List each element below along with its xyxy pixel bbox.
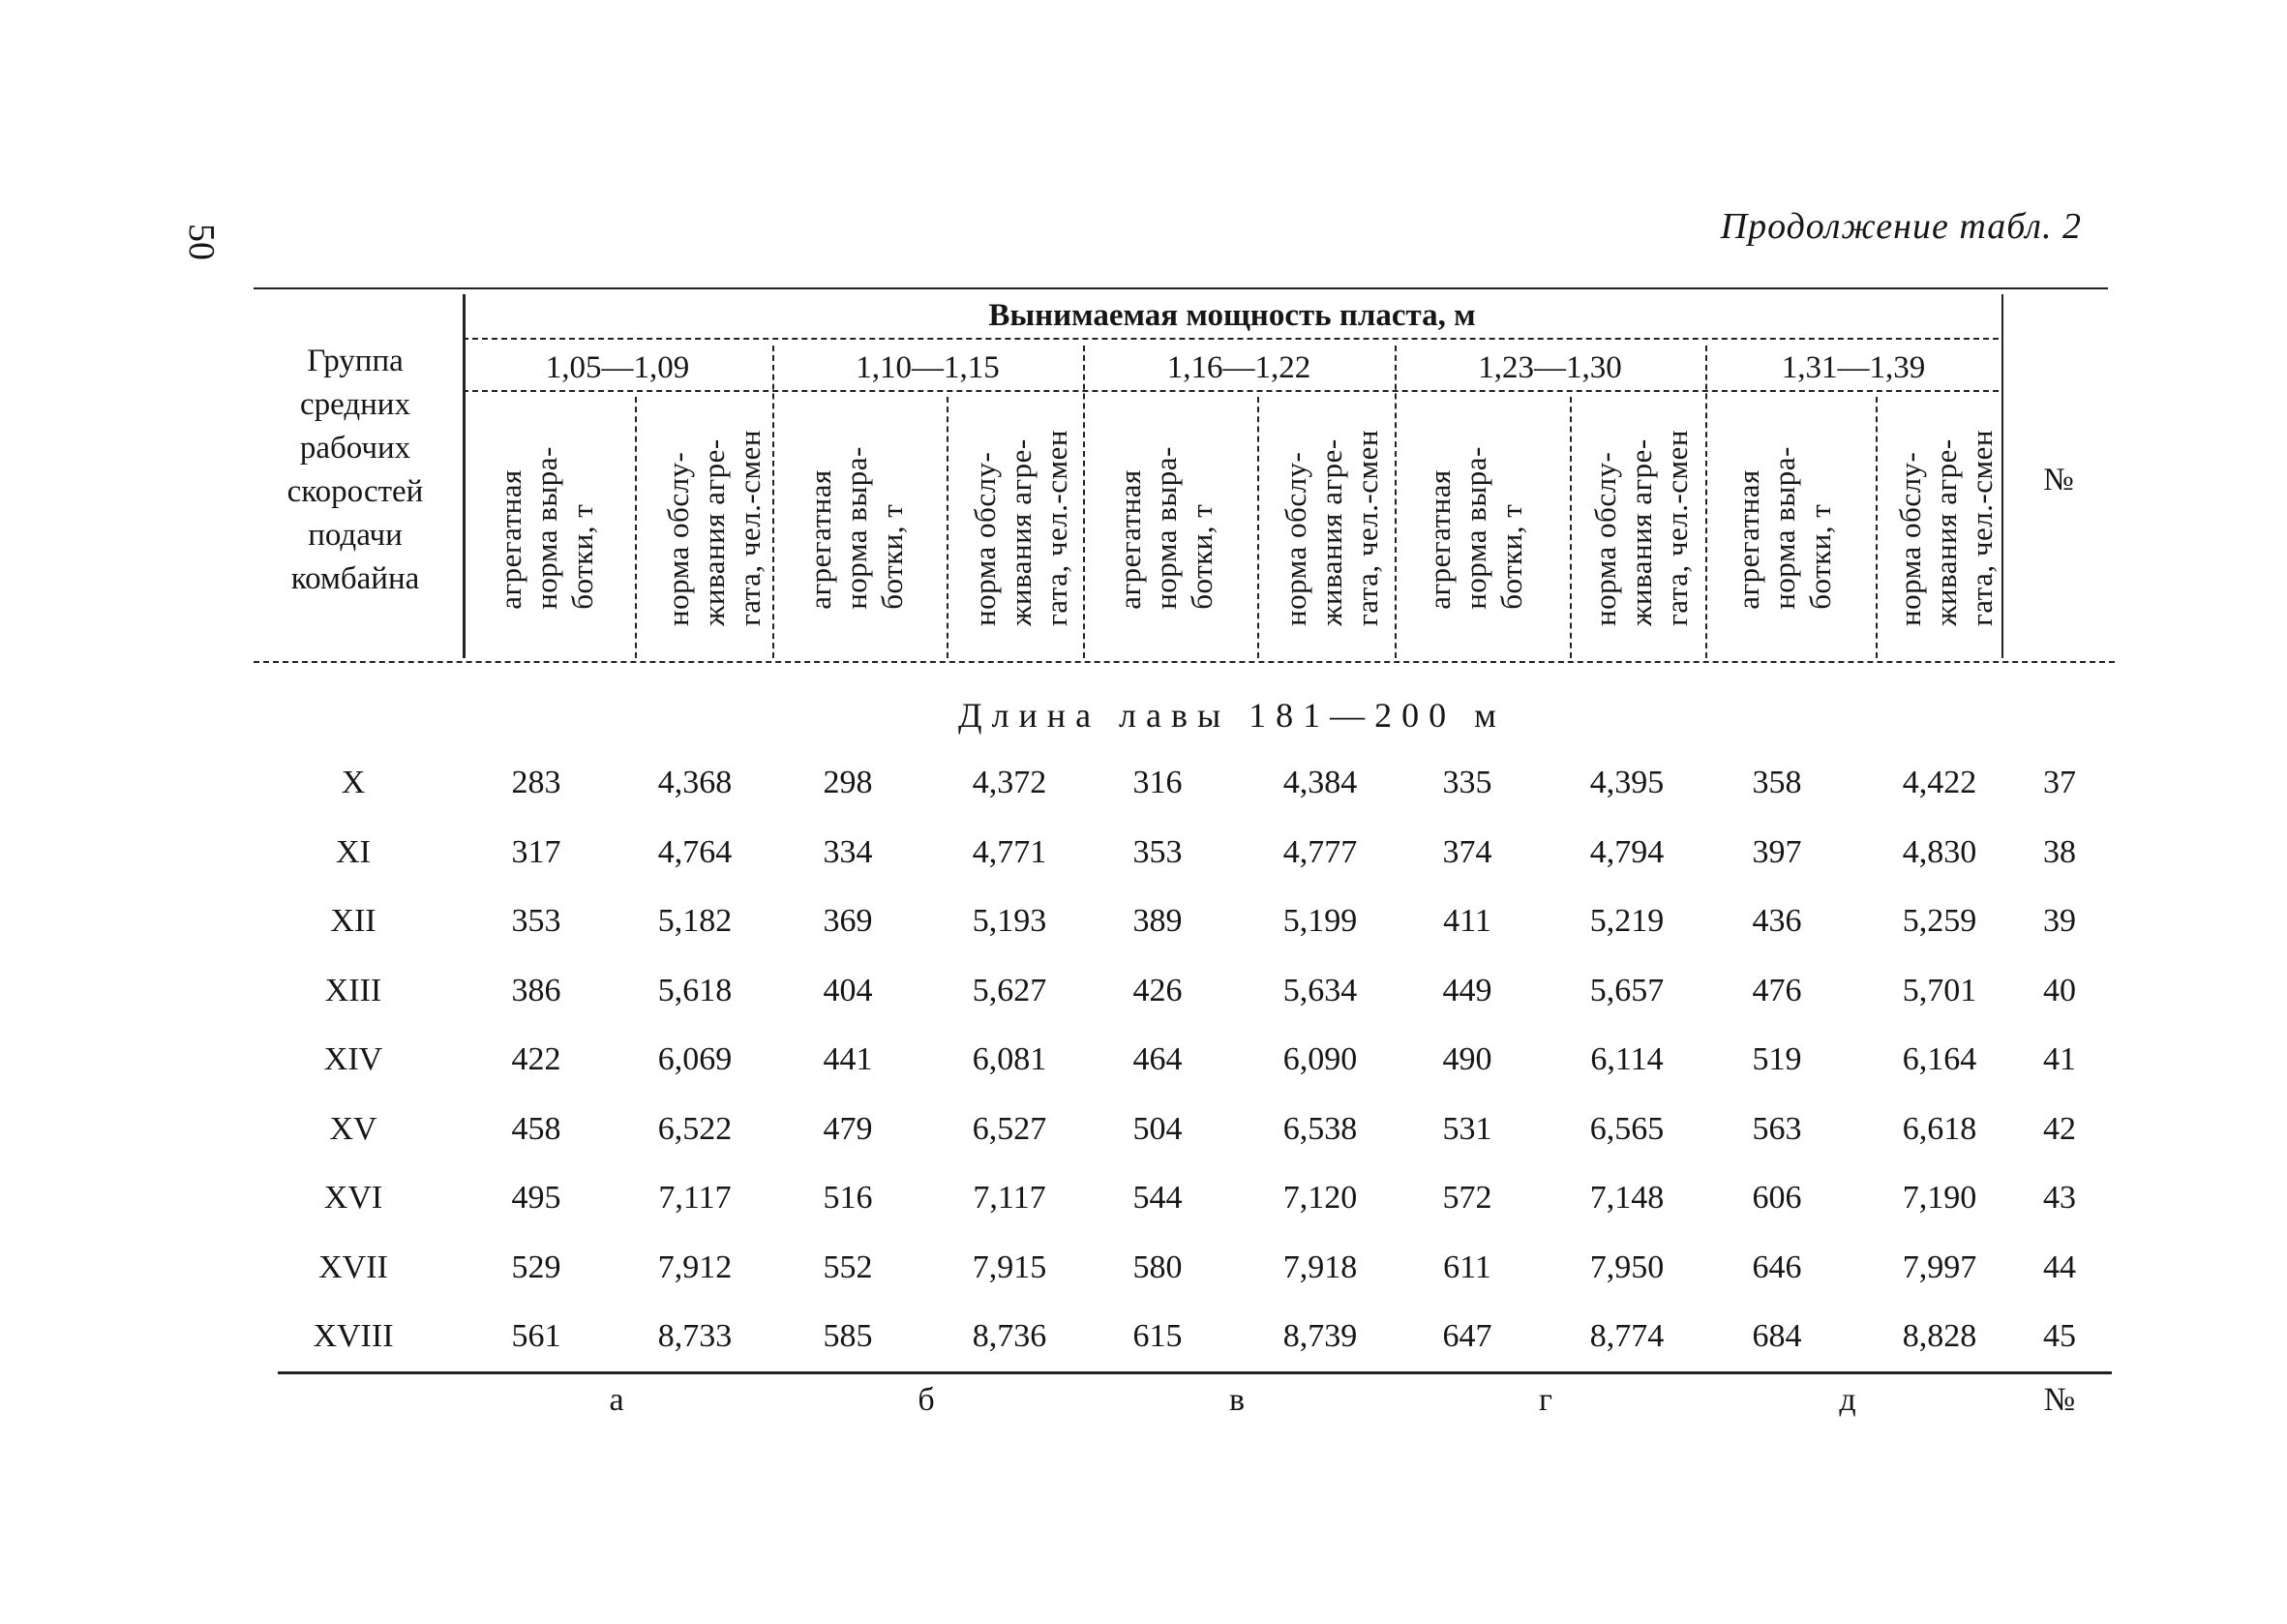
rotated-header-text: норма обслу- живания агре- гата, чел.-смен <box>967 429 1073 626</box>
output-norm-value: 516 <box>823 1180 873 1216</box>
output-norm-value: 504 <box>1132 1110 1183 1147</box>
thickness-range-header: 1,31—1,39 <box>1781 350 1926 385</box>
range-header-rule <box>463 390 1999 392</box>
output-norm-value: 386 <box>511 972 561 1008</box>
output-norm-value: 615 <box>1132 1318 1183 1354</box>
service-norm-value: 6,069 <box>657 1041 733 1077</box>
footer-letter: в <box>1228 1382 1246 1418</box>
output-norm-value: 479 <box>823 1110 873 1147</box>
rotated-header-text: агрегатная норма выра- ботки, т <box>1422 445 1528 610</box>
output-norm-value: 353 <box>511 903 561 939</box>
service-norm-value: 8,736 <box>972 1318 1047 1354</box>
service-norm-value: 7,148 <box>1589 1180 1665 1216</box>
section-title: Длина лавы 181—200 м <box>958 696 1506 735</box>
service-norm-value: 6,618 <box>1902 1110 1977 1147</box>
span-header: Вынимаемая мощность пласта, м <box>988 298 1476 333</box>
thickness-range-header: 1,23—1,30 <box>1478 350 1622 385</box>
output-norm-value: 353 <box>1132 833 1183 870</box>
rotated-header-text: норма обслу- живания агре- гата, чел.-смен <box>1892 429 1999 626</box>
service-norm-value: 7,117 <box>658 1180 732 1216</box>
service-norm-value: 4,764 <box>657 833 733 870</box>
service-norm-value: 7,912 <box>657 1248 733 1285</box>
output-norm-value: 283 <box>511 765 561 800</box>
service-norm-value: 4,794 <box>1589 833 1665 870</box>
output-norm-value: 458 <box>511 1110 561 1147</box>
service-norm-value: 5,701 <box>1902 972 1977 1008</box>
row-group: XVI <box>323 1180 383 1216</box>
service-norm-value: 8,733 <box>657 1318 733 1354</box>
group-header-line: подачи <box>308 518 403 553</box>
output-norm-value: 647 <box>1442 1318 1492 1354</box>
thickness-range-header: 1,16—1,22 <box>1166 350 1311 385</box>
row-number: 44 <box>2043 1248 2076 1285</box>
output-norm-value: 572 <box>1442 1180 1492 1216</box>
service-norm-value: 6,090 <box>1282 1041 1358 1077</box>
range-column-rule <box>1705 346 1707 658</box>
service-norm-value: 5,199 <box>1282 903 1358 939</box>
service-norm-value: 5,193 <box>972 903 1047 939</box>
row-group: XI <box>336 833 371 870</box>
rotated-header-text: норма обслу- живания агре- гата, чел.-смен <box>1278 429 1384 626</box>
output-norm-value: 563 <box>1752 1110 1802 1147</box>
number-header: № <box>2043 463 2074 497</box>
output-norm-value: 298 <box>823 765 873 800</box>
output-norm-value: 544 <box>1132 1180 1183 1216</box>
output-norm-value: 476 <box>1752 972 1802 1008</box>
service-norm-value: 6,114 <box>1590 1041 1664 1077</box>
footer-letter: б <box>918 1382 935 1418</box>
service-norm-value: 5,627 <box>972 972 1047 1008</box>
service-norm-value: 4,395 <box>1589 765 1665 800</box>
output-norm-value: 411 <box>1443 903 1491 939</box>
rotated-header-text: агрегатная норма выра- ботки, т <box>802 445 909 610</box>
range-column-rule <box>1083 346 1085 658</box>
service-norm-value: 6,522 <box>657 1110 733 1147</box>
output-norm-value: 334 <box>823 833 873 870</box>
service-norm-value: 5,182 <box>657 903 733 939</box>
service-norm-value: 7,190 <box>1902 1180 1977 1216</box>
continuation-title: Продолжение табл. 2 <box>1720 206 2082 247</box>
group-header-line: скоростей <box>286 474 424 509</box>
output-norm-value: 426 <box>1132 972 1183 1008</box>
row-number: 38 <box>2043 833 2076 870</box>
header-top-rule <box>254 287 2108 289</box>
service-norm-value: 6,527 <box>972 1110 1047 1147</box>
row-group: XII <box>330 903 376 939</box>
output-norm-value: 404 <box>823 972 873 1008</box>
service-norm-value: 8,774 <box>1589 1318 1665 1354</box>
service-norm-value: 4,368 <box>657 765 733 800</box>
output-norm-value: 580 <box>1132 1248 1183 1285</box>
row-group: X <box>341 765 366 800</box>
output-norm-value: 436 <box>1752 903 1802 939</box>
sub-column-rule <box>1876 397 1878 658</box>
output-norm-value: 422 <box>511 1041 561 1077</box>
service-norm-value: 7,997 <box>1902 1248 1977 1285</box>
footer-letter: д <box>1839 1382 1856 1418</box>
row-number: 39 <box>2043 903 2076 939</box>
service-norm-value: 4,372 <box>972 765 1047 800</box>
row-number: 40 <box>2043 972 2076 1008</box>
rotated-header-text: норма обслу- живания агре- гата, чел.-смен <box>660 429 767 626</box>
output-norm-value: 316 <box>1132 765 1183 800</box>
service-norm-value: 4,830 <box>1902 833 1977 870</box>
output-norm-value: 531 <box>1442 1110 1492 1147</box>
service-norm-value: 6,538 <box>1282 1110 1358 1147</box>
range-column-rule <box>772 346 774 658</box>
service-norm-value: 7,918 <box>1282 1248 1358 1285</box>
output-norm-value: 606 <box>1752 1180 1802 1216</box>
output-norm-value: 490 <box>1442 1041 1492 1077</box>
group-header-line: рабочих <box>299 431 411 466</box>
service-norm-value: 5,657 <box>1589 972 1665 1008</box>
row-number: 37 <box>2043 765 2076 800</box>
rotated-header-text: агрегатная норма выра- ботки, т <box>1112 445 1219 610</box>
service-norm-value: 8,739 <box>1282 1318 1358 1354</box>
service-norm-value: 7,950 <box>1589 1248 1665 1285</box>
footer-letter: а <box>609 1382 624 1418</box>
header-bottom-rule <box>254 661 2115 663</box>
row-group: XIII <box>324 972 382 1008</box>
service-norm-value: 4,771 <box>972 833 1047 870</box>
service-norm-value: 5,219 <box>1589 903 1665 939</box>
service-norm-value: 6,164 <box>1902 1041 1977 1077</box>
service-norm-value: 6,565 <box>1589 1110 1665 1147</box>
output-norm-value: 335 <box>1442 765 1492 800</box>
rotated-header-text: норма обслу- живания агре- гата, чел.-смен <box>1587 429 1694 626</box>
group-header-line: средних <box>300 387 410 422</box>
output-norm-value: 374 <box>1442 833 1492 870</box>
service-norm-value: 5,618 <box>657 972 733 1008</box>
rotated-header-text: агрегатная норма выра- ботки, т <box>493 445 599 610</box>
output-norm-value: 441 <box>823 1041 873 1077</box>
row-number: 45 <box>2043 1318 2076 1354</box>
service-norm-value: 4,422 <box>1902 765 1977 800</box>
group-header-line: Группа <box>307 344 404 378</box>
output-norm-value: 529 <box>511 1248 561 1285</box>
thickness-range-header: 1,05—1,09 <box>545 350 690 385</box>
row-number: 41 <box>2043 1041 2076 1077</box>
output-norm-value: 552 <box>823 1248 873 1285</box>
footer-letter: г <box>1539 1382 1552 1418</box>
rotated-header-text: агрегатная норма выра- ботки, т <box>1730 445 1837 610</box>
output-norm-value: 561 <box>511 1318 561 1354</box>
output-norm-value: 611 <box>1443 1248 1491 1285</box>
service-norm-value: 4,384 <box>1282 765 1358 800</box>
service-norm-value: 8,828 <box>1902 1318 1977 1354</box>
output-norm-value: 317 <box>511 833 561 870</box>
output-norm-value: 646 <box>1752 1248 1802 1285</box>
range-column-rule <box>1395 346 1397 658</box>
service-norm-value: 4,777 <box>1282 833 1358 870</box>
sub-column-rule <box>947 397 948 658</box>
service-norm-value: 6,081 <box>972 1041 1047 1077</box>
output-norm-value: 464 <box>1132 1041 1183 1077</box>
output-norm-value: 389 <box>1132 903 1183 939</box>
row-group: XIV <box>323 1041 383 1077</box>
sub-column-rule <box>1570 397 1572 658</box>
span-header-rule <box>463 338 1999 340</box>
output-norm-value: 397 <box>1752 833 1802 870</box>
thickness-range-header: 1,10—1,15 <box>856 350 1000 385</box>
output-norm-value: 684 <box>1752 1318 1802 1354</box>
service-norm-value: 7,117 <box>973 1180 1046 1216</box>
row-number: 43 <box>2043 1180 2076 1216</box>
service-norm-value: 7,120 <box>1282 1180 1358 1216</box>
service-norm-value: 5,259 <box>1902 903 1977 939</box>
row-group: XVII <box>318 1248 388 1285</box>
sub-column-rule <box>1257 397 1259 658</box>
output-norm-value: 585 <box>823 1318 873 1354</box>
output-norm-value: 449 <box>1442 972 1492 1008</box>
row-number: 42 <box>2043 1110 2076 1147</box>
output-norm-value: 519 <box>1752 1041 1802 1077</box>
output-norm-value: 358 <box>1752 765 1802 800</box>
sub-column-rule <box>635 397 637 658</box>
output-norm-value: 495 <box>511 1180 561 1216</box>
page-number: 50 <box>181 224 222 260</box>
number-column-rule <box>2001 294 2003 658</box>
footer-number: № <box>2043 1382 2076 1418</box>
row-group: XVIII <box>313 1318 394 1354</box>
table-bottom-rule <box>278 1371 2112 1374</box>
group-header-line: комбайна <box>290 561 420 596</box>
row-group: XV <box>329 1110 377 1147</box>
service-norm-value: 7,915 <box>972 1248 1047 1285</box>
service-norm-value: 5,634 <box>1282 972 1358 1008</box>
output-norm-value: 369 <box>823 903 873 939</box>
